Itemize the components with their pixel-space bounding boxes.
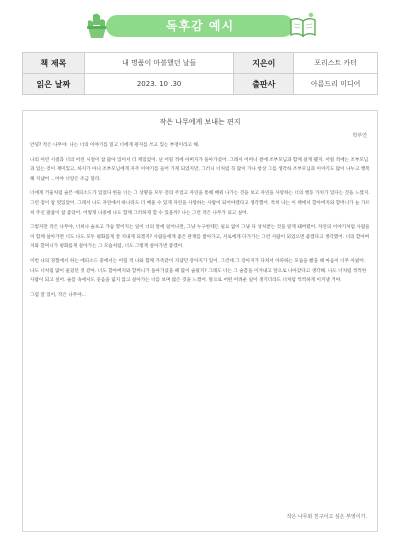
letter-paragraph: 이번 나의 경험에서 하는 에피소드 중에서는 어릴 적 나와 함께 가족같이 지냈던 강아지가 있어. 그런데 그 강아지가 다쳐서 아파하는 모습을 봤을 때 마음이 너무 아팠어. 나도 너처럼 많이 울었던 것 같아. 너도 할아버지와 할머니가 돌아가셨을 때 많이 슬펐지? 그래도 너는 그 슬픔을 이겨내고 앞으로 나아갔다고 생각해. 나도 너처럼 씩씩한 사람이 되고 싶어. 슬픔 속에서도 웃음을 잃지 않고 살아가는 너를 보며 많은 것을 느꼈어. 앞으로 어떤 어려운 일이 생기더라도 너처럼 씩씩하게 이겨낼 거야.: [30, 258, 367, 284]
letter-paragraph: 그렇지만 작은 나무야, 너희나 슬프고 가슴 찢어지는 일이 너의 앞에 일어나면, 그냥 누구한테든 필요 없이 그냥 다 상처받는 것을 알게 돼버렸어. 자연의 이야기처럼 사람들이 함께 살아가면 너도 나도 모두 평화롭게 잘 지내게 되겠지? 사람들에게 좋은 관계를 쌓아가고, 서로에게 다가가는 그런 사람이 되었으면 좋겠다고 생각했어. 너의 할아버지와 할머니가 평화롭게 살아가는 그 모습처럼, 너도 그렇게 살아가면 좋겠어.: [30, 225, 370, 250]
open-book-icon: [288, 11, 318, 41]
letter-paragraph: 안녕? 작은 나무야. 나는 너의 이야기를 읽고 너에게 편지를 쓰고 있는 부영이라고 해.: [30, 143, 200, 148]
book-title-label: 책 제목: [23, 53, 85, 74]
letter-paragraph: 나의 어린 시절과 너의 어린 시절이 참 닮아 있어서 더 재밌었어. 난 어릴 적에 아버지가 돌아가셨어. 그래서 어머니 곁에 조부모님과 함께 살게 됐지. 어릴 적에는 조부모님과 있는 것이 재미있고, 하지가 아니 조부모님에게 자주 이야기를 들어 가게 되었지만, 그러니 너처럼 꼭 많이 가나 항상 그를 생각하 조부모님과 이야기도 많이 나누고 행복해 지냈어 ...어야 너랑은 조금 달라.: [30, 157, 370, 182]
info-row: [23, 53, 378, 74]
letter-body: [30, 141, 370, 305]
page-title: 독후감 예시: [165, 19, 235, 33]
publisher-label: 출판사: [234, 74, 294, 95]
title-banner: [106, 15, 294, 37]
letter-title: 작은 나무에게 보내는 편지: [159, 118, 241, 126]
read-date-value: 2023. 10 .30: [84, 74, 234, 95]
letter-box: [22, 110, 378, 532]
book-info-table: [22, 52, 378, 95]
publisher-value: 아름드리 미디어: [294, 74, 378, 95]
read-date-label: 읽은 날짜: [23, 74, 85, 95]
author-label: 지은이: [234, 53, 294, 74]
letter-signature: 작은 나무와 친구이고 싶은 부영이가.: [286, 514, 367, 520]
letter-paragraph: 그럼 잘 있어, 작은 나무야...: [30, 292, 87, 298]
letter-author: 박부연: [352, 133, 367, 139]
info-row: [23, 74, 378, 95]
book-title-value: 내 명품이 마블했던 날들: [84, 53, 234, 74]
header: [82, 11, 318, 41]
letter-paragraph: 너에게 거울처럼 슬픈 에피소드가 있었다 한들 너는 그 상황을 모두 견뎌 주었고 자연을 통해 배워 나가는 것을 보고 자연을 사랑하는 너의 행동 가치가 있다는 것을 느꼈지. 그런 점이 참 멋있었어. 그래서 나도 자연에서 하나라도 더 배울 수 있게 자연을 사랑하는 사람이 되어야겠다고 생각했어. 특히 나는 이 책에서 할아버지와 할머니가 늘 가르쳐 주신 말씀이 참 좋았어. 어떻게 나중에 나도 함께 그러하게 할 수 있을까? 나는 그런 작은 나무가 되고 싶어.: [30, 191, 370, 216]
author-value: 포리스트 카터: [294, 53, 378, 74]
